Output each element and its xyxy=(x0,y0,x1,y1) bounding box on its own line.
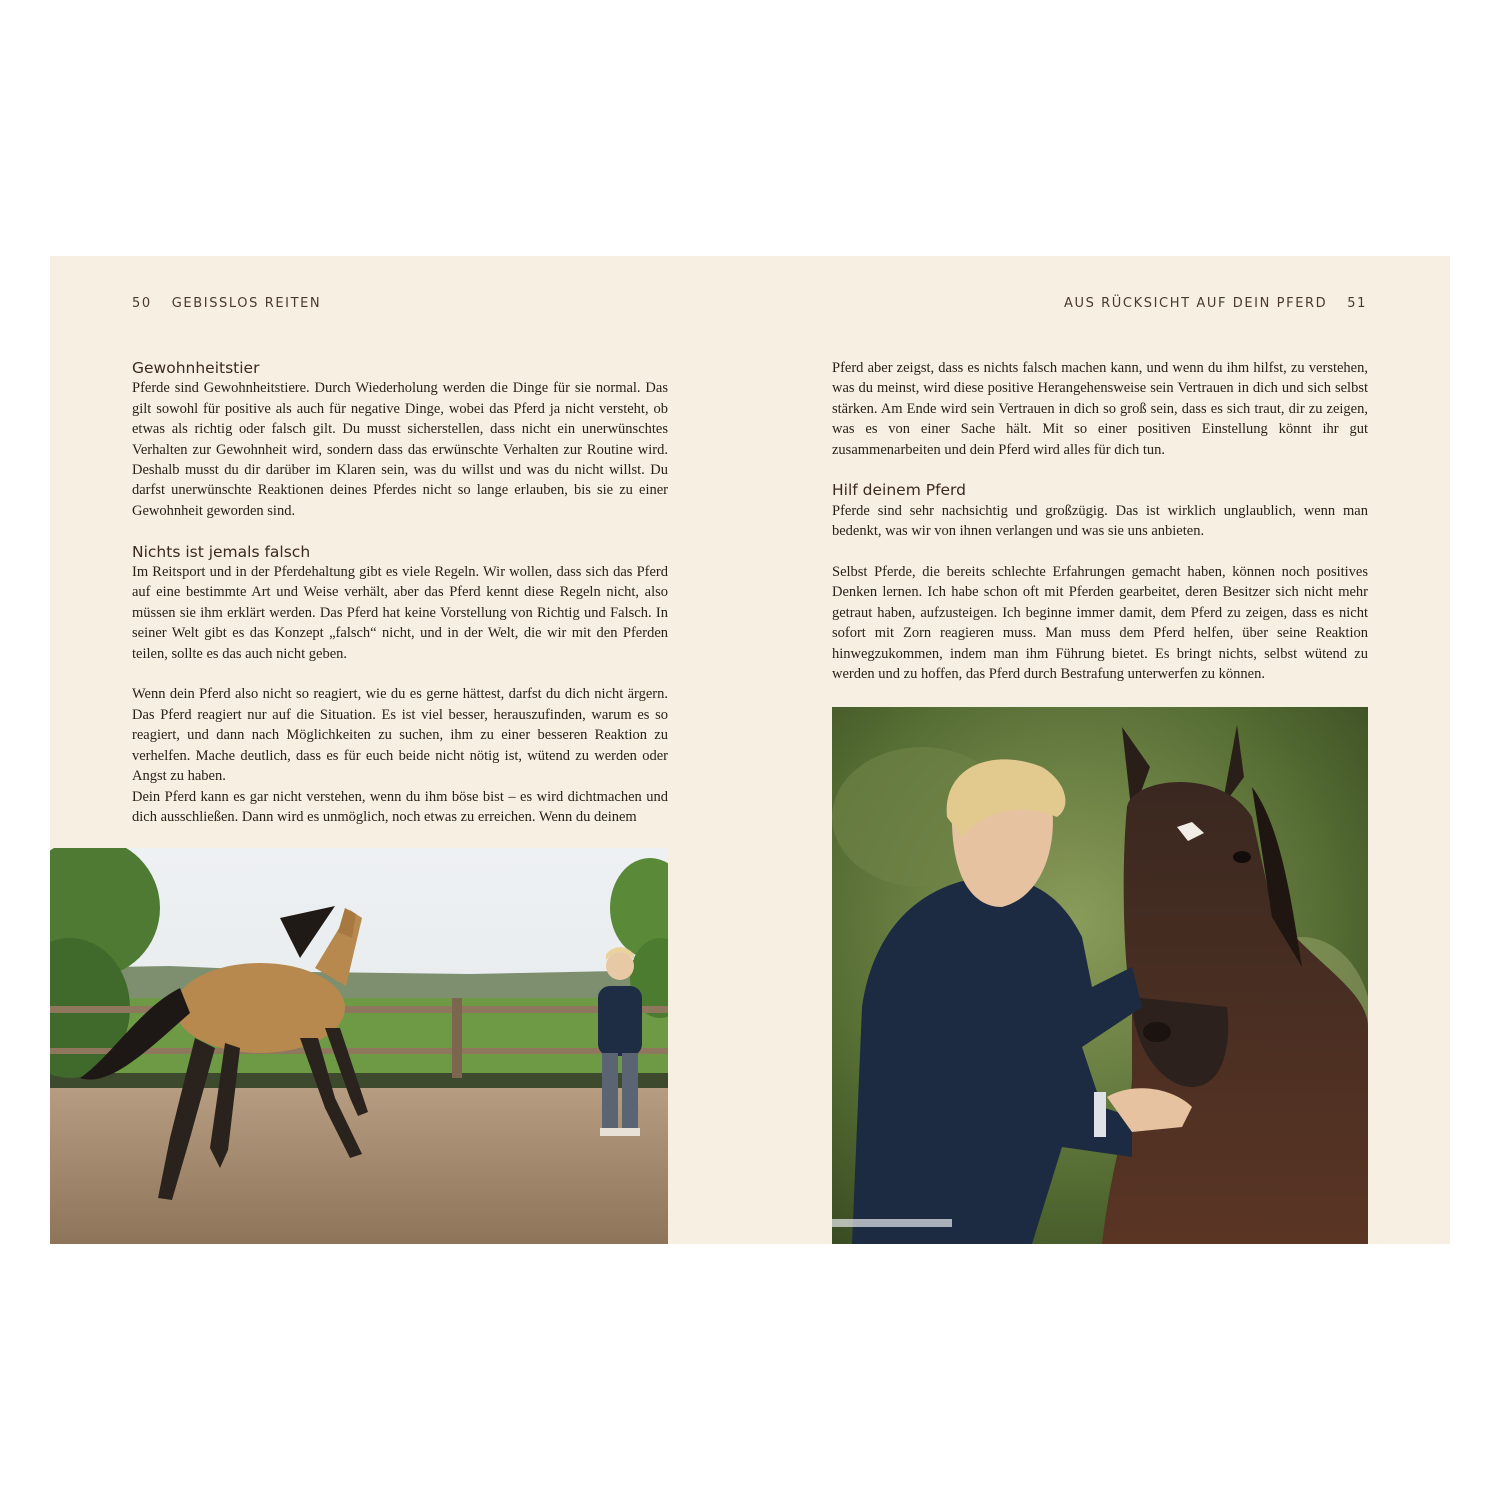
body-paragraph: Wenn dein Pferd also nicht so reagiert, wie du es gerne hättest, darfst du dich nicht ärgern. Das Pferd reagiert nur auf die Situation. Es ist viel besser, herauszufinden, warum es so reagiert, und dann nach Möglichkeiten zu suchen, ihm zu einer besseren Reaktion zu verhelfen. Mache deutlich, dass es für euch beide nicht nötig ist, wütend zu werden oder Angst zu haben. xyxy=(132,686,668,785)
section-heading: Nichts ist jemals falsch xyxy=(132,542,311,561)
left-text-column xyxy=(132,358,668,827)
body-paragraph: Pferde sind Gewohnheitstiere. Durch Wiederholung werden die Dinge für sie normal. Das gilt sowohl für positive als auch für negative Dinge, wobei das Pferd ja nicht versteht, ob etwas als richtig oder falsch gilt. Du musst sicherstellen, dass nicht ein unerwünschtes Verhalten zur Gewohnheit wird, sondern dass das erwünschte Verhalten zur Routine wird. Deshalb musst du dir darüber im Klaren sein, was du willst und was du nicht willst. Du darfst unerwünschte Reaktionen deines Pferdes nicht so lange erlauben, bis sie zu einer Gewohnheit geworden sind. xyxy=(132,380,668,519)
body-paragraph: Selbst Pferde, die bereits schlechte Erfahrungen gemacht haben, können noch positives Denken lernen. Ich habe schon oft mit Pferden gearbeitet, deren Besitzer sich nicht mehr getraut haben, aufzusteigen. Ich beginne immer damit, dem Pferd zu zeigen, dass es nicht sofort mit Zorn reagieren muss. Man muss dem Pferd helfen, über seine Reaktion hinwegzukommen, indem man ihm Führung bietet. Es bringt nichts, selbst wütend zu werden und zu hoffen, das Pferd durch Bestrafung unterwerfen zu können. xyxy=(832,564,1368,683)
left-running-title: GEBISSLOS REITEN xyxy=(171,296,322,311)
section-heading: Gewohnheitstier xyxy=(132,359,260,377)
body-paragraph: Pferd aber zeigst, dass es nichts falsch machen kann, und wenn du ihm hilfst, zu verstehen, was du meinst, wird diese positive Herangehensweise sein Vertrauen in dich und sich selbst stärken. Am Ende wird sein Vertrauen in dich so groß sein, dass es sich traut, dir zu zeigen, was es von einer Sache hält. Mit so einer positiven Einstellung könnt ihr gut zusammenarbeiten und dein Pferd wird alles für dich tun. xyxy=(832,360,1368,458)
right-text-column xyxy=(832,358,1368,684)
body-paragraph: Im Reitsport und in der Pferdehaltung gibt es viele Regeln. Wir wollen, dass sich das Pferd auf eine bestimmte Art und Weise verhält, aber das Pferd kennt diese Regeln nicht, also müssen sie ihm erklärt werden. Das Pferd hat keine Vorstellung von Richtig und Falsch. In seiner Welt gibt es das Konzept „falsch“ nicht, und in der Welt, die wir mit den Pferden teilen, sollte es das auch nicht geben. xyxy=(132,564,668,662)
photo-boy-with-horse xyxy=(832,707,1368,1244)
left-page-number: 50 xyxy=(132,296,152,311)
right-page-number: 51 xyxy=(1347,296,1367,311)
right-running-head xyxy=(1064,296,1367,311)
section-heading: Hilf deinem Pferd xyxy=(832,481,966,500)
photo-horse-in-arena xyxy=(50,848,668,1244)
left-running-head xyxy=(132,296,321,311)
right-running-title: AUS RÜCKSICHT AUF DEIN PFERD xyxy=(1063,296,1328,311)
body-paragraph: Dein Pferd kann es gar nicht verstehen, wenn du ihm böse bist – es wird dichtmachen und dich ausschließen. Dann wird es unmöglich, noch etwas zu erreichen. Wenn du deinem xyxy=(132,788,668,825)
body-paragraph: Pferde sind sehr nachsichtig und großzügig. Das ist wirklich unglaublich, wenn man bedenkt, was wir von ihnen verlangen und was sie uns anbieten. xyxy=(832,502,1368,540)
